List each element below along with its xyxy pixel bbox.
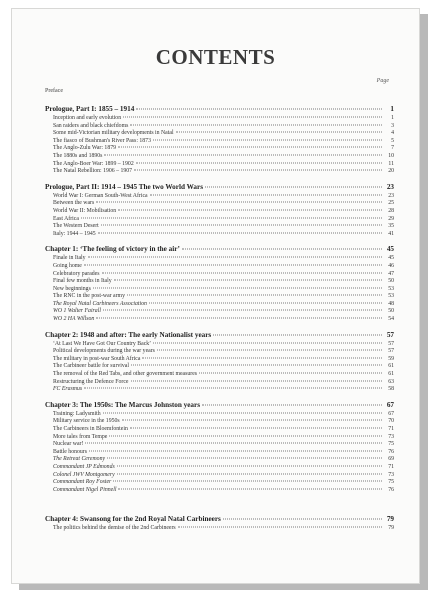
section-heading-text: Prologue, Part I: 1855 – 1914 [45,105,135,113]
toc-entry [45,441,394,449]
toc-entry-page-number: 5 [391,137,394,144]
toc-entry-text: Nuclear war! [53,441,84,448]
section-heading-text: Chapter 3: The 1950s: The Marcus Johnston years [45,400,201,409]
toc-section [45,244,394,323]
dot-leader [117,465,382,466]
dot-leader [113,481,382,482]
dot-leader [150,194,382,195]
toc-entry-page-number: 50 [388,308,394,315]
toc-entry [45,271,394,279]
toc-entry-page-number: 71 [388,426,394,432]
toc-entry-text: Training: Ladysmith [53,410,101,417]
section-heading-page-number: 79 [386,515,394,524]
toc-entry-text: The Royal Natal Carbineers Association [53,300,147,307]
toc-entry-page-number: 67 [388,410,394,417]
toc-entry-text: More tales from Tempe [53,433,108,440]
toc-entry-page-number: 75 [388,479,394,486]
toc-entry-page-number: 29 [388,215,394,222]
toc-entry [45,434,394,442]
toc-entry-text: Political developments during the war years [53,348,155,355]
dot-leader [101,225,382,226]
toc-entry [45,308,394,316]
dot-leader [123,117,382,118]
toc-entry [45,472,394,480]
toc-entry-page-number: 47 [388,270,394,277]
toc-entry [45,168,394,176]
dot-leader [104,154,382,155]
table-of-contents [45,104,394,539]
toc-entry-text: World War II: Mobilisation [53,207,117,214]
section-heading-text: Prologue, Part II: 1914 – 1945 The two World Wars [45,182,203,191]
toc-entry-text: Italy: 1944 – 1945 [53,230,96,237]
dot-leader [127,295,382,296]
section-heading-page-number: 23 [386,182,394,191]
book-page [11,8,420,584]
dot-leader [178,527,382,528]
toc-entry [45,223,394,231]
toc-entry-text: Restructuring the Defence Force [53,378,129,385]
toc-entry-text: FC Erasmus [53,386,83,393]
toc-entry-page-number: 58 [388,386,394,393]
toc-section [45,514,394,533]
toc-entry-text: Commandant Nigel Pinnell [53,486,117,493]
dot-leader [102,272,382,273]
dot-leader [176,132,382,133]
toc-entry-page-number: 50 [388,278,394,285]
toc-entry-text: The fiasco of Bushman's River Pass: 1873 [53,137,151,144]
toc-entry-page-number: 11 [388,160,394,167]
toc-entry-text: WO 2 HA Willson [53,316,95,323]
section-heading-text: Chapter 2: 1948 and after: The early Nationalist years [45,330,212,339]
toc-entry-text: The Carbineers in Bloemfontein [53,426,128,432]
toc-entry-text: East Africa [53,215,79,222]
dot-leader [205,186,382,187]
toc-entry [45,123,394,131]
toc-entry-page-number: 1 [391,115,394,121]
toc-entry-text: Colonel JWV Montgomery [53,471,115,478]
section-heading [45,514,394,524]
toc-entry [45,293,394,301]
toc-entry-page-number: 7 [391,145,394,152]
toc-entry [45,386,394,394]
toc-entry-page-number: 28 [388,207,394,214]
dot-leader [136,162,382,163]
toc-entry-text: The RNC in the post-war army [53,293,125,300]
toc-entry-text: Final few months in Italy [53,278,112,285]
toc-entry-text: The Carbineer battle for survival [53,363,129,370]
toc-section [45,400,394,495]
toc-entry-text: Finale in Italy [53,255,86,262]
toc-entry [45,161,394,169]
toc-entry-page-number: 54 [388,316,394,323]
toc-entry-page-number: 57 [388,340,394,347]
dot-leader [130,124,382,125]
dot-leader [213,334,382,335]
dot-leader [142,357,382,358]
dot-leader [93,287,382,288]
toc-entry-page-number: 23 [388,192,394,199]
dot-leader [131,380,383,381]
dot-leader [118,147,382,148]
toc-entry-page-number: 53 [388,285,394,292]
toc-entry-text: Commandant JP Edmonds [53,463,115,470]
toc-entry [45,525,394,533]
toc-entry-page-number: 70 [388,418,394,425]
dot-leader [89,450,382,451]
preface-entry: Preface [45,88,63,94]
toc-entry [45,153,394,161]
dot-leader [88,257,382,258]
toc-entry-text: San raiders and black chiefdoms [53,122,129,129]
dot-leader [84,388,382,389]
toc-entry [45,231,394,239]
dot-leader [107,458,382,459]
section-heading-page-number: 45 [386,245,394,254]
dot-leader [103,310,382,311]
toc-entry-text: World War I: German South-West Africa [53,192,148,199]
section-heading [45,182,394,192]
toc-entry-text: Some mid-Victorian military developments in Natal [53,130,174,137]
toc-entry-page-number: 35 [388,223,394,230]
toc-entry-page-number: 61 [388,371,394,378]
toc-entry-page-number: 41 [388,230,394,237]
dot-leader [130,428,382,429]
toc-entry [45,115,394,123]
toc-entry [45,301,394,309]
dot-leader [202,404,382,405]
toc-entry-page-number: 63 [388,378,394,385]
toc-section [45,104,394,176]
toc-entry [45,479,394,487]
toc-entry [45,348,394,356]
toc-entry-page-number: 45 [388,255,394,262]
toc-entry [45,449,394,457]
section-heading-page-number: 1 [390,105,394,113]
dot-leader [103,412,382,413]
toc-entry [45,138,394,146]
dot-leader [81,217,382,218]
dot-leader [153,139,382,140]
toc-entry-page-number: 3 [391,122,394,129]
toc-entry [45,286,394,294]
toc-entry-page-number: 46 [388,262,394,269]
toc-entry-page-number: 25 [388,200,394,207]
toc-entry-page-number: 48 [388,300,394,307]
toc-entry [45,130,394,138]
toc-entry [45,255,394,263]
dot-leader [134,170,382,171]
dot-leader [84,264,382,265]
toc-entry-text: Going home [53,262,82,269]
dot-leader [96,202,382,203]
toc-entry [45,363,394,371]
section-heading-page-number: 57 [386,330,394,339]
toc-entry-text: New beginnings [53,285,91,292]
toc-entry [45,316,394,324]
dot-leader [157,350,382,351]
toc-entry [45,426,394,434]
dot-leader [122,420,382,421]
toc-entry-text: ‘At Last We Have Got Our Country Back’ [53,340,152,347]
toc-entry-text: Commandant Roy Foster [53,479,112,486]
toc-entry [45,216,394,224]
toc-entry-text: The politics behind the demise of the 2nd Carbineers [53,525,176,532]
toc-entry-page-number: 76 [388,486,394,493]
toc-entry-page-number: 59 [388,355,394,362]
toc-entry [45,411,394,419]
section-heading-text: Chapter 4: Swansong for the 2nd Royal Natal Carbineers [45,515,221,524]
toc-entry-page-number: 61 [388,363,394,370]
toc-entry [45,208,394,216]
toc-entry-page-number: 53 [388,293,394,300]
dot-leader [182,249,382,250]
dot-leader [153,342,382,343]
toc-entry [45,341,394,349]
toc-entry [45,278,394,286]
toc-entry-page-number: 75 [388,441,394,448]
toc-entry [45,145,394,153]
toc-entry-text: Between the wars [53,200,95,207]
dot-leader [136,109,382,110]
toc-entry [45,263,394,271]
toc-entry-text: The Western Desert [53,223,99,230]
toc-entry-page-number: 79 [388,525,394,532]
dot-leader [85,443,382,444]
section-heading [45,330,394,340]
toc-section [45,330,394,394]
section-heading-text: Chapter 1: ‘The feeling of victory in the air’ [45,245,180,254]
dot-leader [98,232,382,233]
dot-leader [149,302,382,303]
toc-entry-text: Celebratory parades [53,270,100,277]
toc-entry-text: The military in post-war South Africa [53,355,141,362]
toc-entry-page-number: 76 [388,448,394,455]
toc-entry [45,418,394,426]
toc-entry-page-number: 10 [388,152,394,159]
section-heading [45,244,394,254]
toc-entry-text: The Anglo-Boer War: 1899 – 1902 [53,160,134,167]
dot-leader [199,373,382,374]
toc-entry [45,379,394,387]
dot-leader [114,280,382,281]
toc-entry-text: The 1880s and 1890s [53,152,103,159]
toc-entry-text: Inception and early evolution [53,115,122,121]
dot-leader [131,365,382,366]
section-gap [45,500,394,514]
toc-entry-page-number: 20 [388,168,394,175]
toc-entry-text: Military service in the 1950s [53,418,120,425]
toc-entry-page-number: 73 [388,433,394,440]
toc-entry-text: Battle honours [53,448,87,455]
toc-entry-page-number: 71 [388,463,394,470]
toc-entry [45,200,394,208]
toc-entry-text: WO 1 Walter Fairall [53,308,101,315]
toc-entry [45,193,394,201]
toc-entry [45,371,394,379]
dot-leader [109,435,382,436]
toc-entry-text: The removal of the Red Tabs, and other government measures [53,371,198,378]
page-column-label: Page [376,78,389,84]
toc-entry-text: The Natal Rebellion: 1906 – 1907 [53,168,133,175]
toc-entry-page-number: 73 [388,471,394,478]
toc-entry-page-number: 4 [391,130,394,137]
page-title: CONTENTS [155,45,276,69]
toc-entry-page-number: 57 [388,348,394,355]
toc-entry [45,456,394,464]
toc-entry [45,487,394,495]
dot-leader [118,209,382,210]
toc-entry-text: The Retreat Ceremony [53,456,106,463]
toc-section [45,182,394,239]
dot-leader [117,473,382,474]
dot-leader [118,488,382,489]
toc-entry [45,464,394,472]
section-heading [45,400,394,410]
dot-leader [223,519,382,520]
dot-leader [96,318,382,319]
toc-entry-text: The Anglo-Zulu War: 1879 [53,145,117,152]
section-heading [45,104,394,114]
section-heading-page-number: 67 [386,400,394,409]
toc-entry-page-number: 69 [388,456,394,463]
